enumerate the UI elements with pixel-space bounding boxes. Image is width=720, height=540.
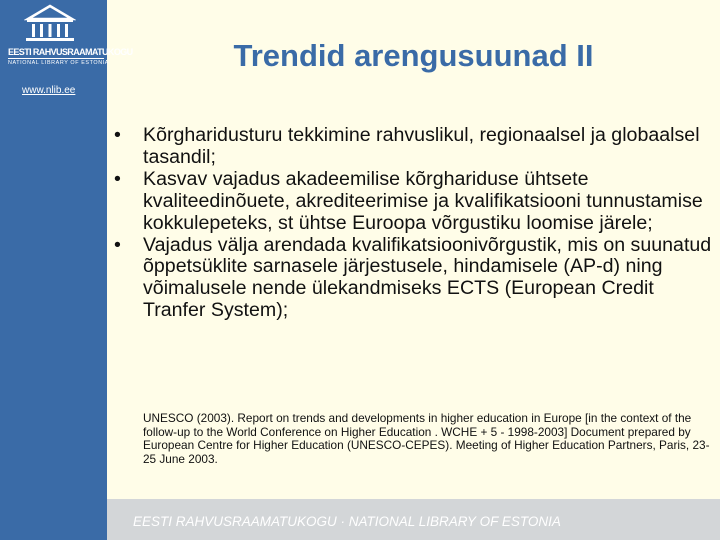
slide-title: Trendid arengusuunad II xyxy=(233,38,594,73)
logo-divider xyxy=(8,58,104,59)
library-logo xyxy=(4,3,133,73)
footer-bar xyxy=(107,499,720,540)
bullet-item xyxy=(114,235,714,323)
reference-citation: UNESCO (2003). Report on trends and developments in higher education in Europe [in the context of the follow-up to the World Conference on Higher Education . WCHE + 5 - 1998-2003] Document prepared by European Centre for Higher Education (UNESCO-CEPES). Meeting of Higher Education Partners, Paris, 23-25 June 2003. xyxy=(143,411,710,466)
sidebar xyxy=(0,0,133,540)
bullet-list xyxy=(114,125,714,322)
logo-text-estonian: EESTI RAHVUSRAAMATUKOGU xyxy=(8,47,133,57)
logo-text-english: NATIONAL LIBRARY OF ESTONIA xyxy=(8,60,109,66)
bullet-marker: • xyxy=(114,124,121,146)
bullet-text: Kõrgharidusturu tekkimine rahvuslikul, regionaalsel ja globaalsel tasandil; xyxy=(143,124,700,168)
bullet-text: Kasvav vajadus akadeemilise kõrghariduse ühtsete kvaliteedinõuete, akrediteerimise ja kvalifikatsiooni tunnustamise kokkulepeteks, st ühtse Euroopa võrgustiku loomise järele; xyxy=(143,167,703,234)
bullet-item xyxy=(114,125,714,169)
website-link[interactable]: www.nlib.ee xyxy=(22,85,76,96)
library-building-icon xyxy=(24,3,76,43)
footer-text: EESTI RAHVUSRAAMATUKOGU · NATIONAL LIBRARY OF ESTONIA xyxy=(133,514,561,529)
bullet-marker: • xyxy=(114,233,121,256)
bullet-marker: • xyxy=(114,167,121,190)
bullet-text: Vajadus välja arendada kvalifikatsioonivõrgustik, mis on suunatud õppetsüklite sarnasele järjestusele, hindamisele (AP-d) ning võimalusele nende ülekandmiseks ECTS (European Credit Tranfer System); xyxy=(143,233,712,322)
bullet-item xyxy=(114,169,714,235)
